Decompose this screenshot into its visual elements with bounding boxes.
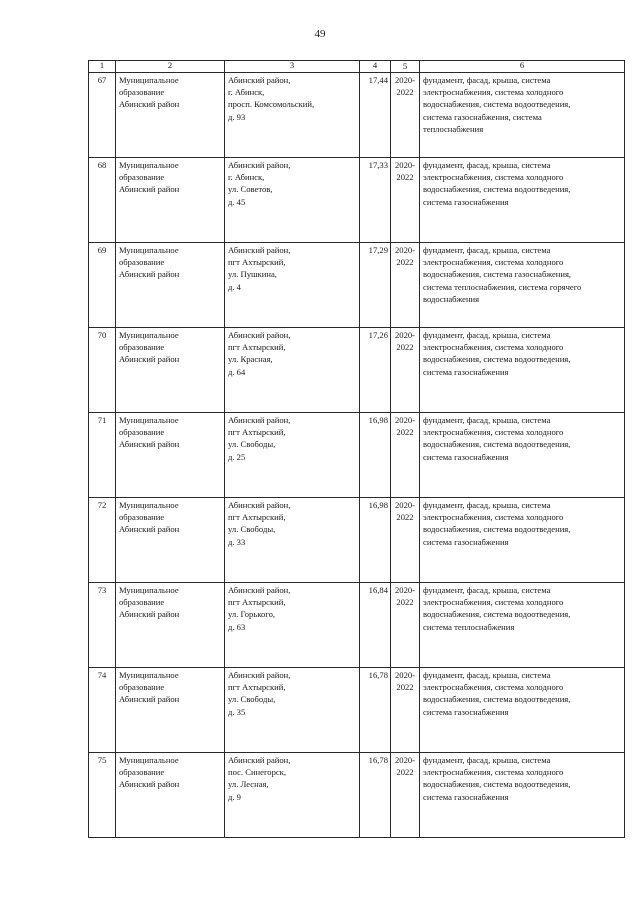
table-row: [89, 498, 625, 583]
area-cell: 17,29: [360, 243, 391, 328]
area-cell: 16,78: [360, 668, 391, 753]
address-line: ул. Горького,: [228, 609, 276, 620]
works-line: фундамент, фасад, крыша, система: [423, 670, 551, 680]
column-header: 3: [225, 61, 360, 73]
row-number-cell: 68: [89, 158, 116, 243]
table-row: [89, 243, 625, 328]
column-header: 6: [420, 61, 625, 73]
address-cell: [225, 73, 360, 158]
municipality-cell: [116, 583, 225, 668]
address-line: пос. Синегорск,: [228, 767, 287, 778]
column-header: 1: [89, 61, 116, 73]
period-cell: [391, 328, 420, 413]
municipality-line: Муниципальное: [119, 415, 179, 425]
works-line: водоснабжения, система водоотведения,: [423, 354, 571, 365]
table-row: [89, 668, 625, 753]
row-number-cell: 67: [89, 73, 116, 158]
period-line: 2020-: [394, 75, 416, 85]
address-line: ул. Свободы,: [228, 524, 276, 535]
municipality-cell: [116, 413, 225, 498]
address-cell: [225, 243, 360, 328]
works-line: теплоснабжения: [423, 123, 484, 134]
period-cell: [391, 243, 420, 328]
page-number: 49: [314, 28, 326, 40]
period-line: 2022: [396, 427, 414, 438]
period-line: 2022: [396, 172, 414, 183]
period-cell: [391, 668, 420, 753]
address-line: пгт Ахтырский,: [228, 427, 286, 438]
municipality-line: Муниципальное: [119, 755, 179, 765]
period-line: 2022: [396, 87, 414, 98]
address-line: д. 25: [228, 451, 246, 462]
works-cell: [420, 668, 625, 753]
works-line: фундамент, фасад, крыша, система: [423, 585, 551, 595]
period-line: 2020-: [394, 245, 416, 255]
works-line: система теплоснабжения: [423, 621, 515, 632]
address-line: г. Абинск,: [228, 87, 265, 98]
municipality-line: образование: [119, 512, 165, 523]
address-cell: [225, 498, 360, 583]
address-line: Абинский район,: [228, 330, 291, 340]
works-line: электроснабжения, система холодного: [423, 172, 564, 183]
municipality-line: Муниципальное: [119, 670, 179, 680]
table-row: [89, 158, 625, 243]
address-line: д. 45: [228, 196, 246, 207]
period-line: 2022: [396, 597, 414, 608]
address-line: д. 4: [228, 281, 241, 292]
works-line: система газоснабжения, система: [423, 111, 542, 122]
column-number-row: [89, 61, 625, 73]
municipality-cell: [116, 243, 225, 328]
address-line: пгт Ахтырский,: [228, 597, 286, 608]
address-line: пгт Ахтырский,: [228, 342, 286, 353]
works-cell: [420, 498, 625, 583]
works-line: водоснабжения, система водоотведения,: [423, 439, 571, 450]
period-cell: [391, 753, 420, 838]
works-cell: [420, 753, 625, 838]
works-line: электроснабжения, система холодного: [423, 767, 564, 778]
period-line: 2020-: [394, 755, 416, 765]
period-line: 2020-: [394, 330, 416, 340]
address-line: г. Абинск,: [228, 172, 265, 183]
works-line: система газоснабжения: [423, 196, 509, 207]
area-cell: 17,26: [360, 328, 391, 413]
works-line: фундамент, фасад, крыша, система: [423, 415, 551, 425]
table-row: [89, 413, 625, 498]
works-line: система газоснабжения: [423, 791, 509, 802]
works-line: система газоснабжения: [423, 366, 509, 377]
municipality-line: Муниципальное: [119, 75, 179, 85]
works-line: электроснабжения, система холодного: [423, 87, 564, 98]
address-line: д. 33: [228, 536, 246, 547]
municipality-line: Муниципальное: [119, 245, 179, 255]
area-cell: 17,33: [360, 158, 391, 243]
address-line: пгт Ахтырский,: [228, 512, 286, 523]
address-cell: [225, 158, 360, 243]
row-number-cell: 75: [89, 753, 116, 838]
works-cell: [420, 583, 625, 668]
municipality-line: Абинский район: [119, 99, 180, 110]
column-header: 2: [116, 61, 225, 73]
row-number-cell: 72: [89, 498, 116, 583]
works-line: водоснабжения, система водоотведения,: [423, 779, 571, 790]
municipality-line: Муниципальное: [119, 585, 179, 595]
period-line: 2020-: [394, 415, 416, 425]
municipality-line: образование: [119, 257, 165, 268]
address-line: ул. Красная,: [228, 354, 273, 365]
period-line: 2022: [396, 512, 414, 523]
row-number-cell: 70: [89, 328, 116, 413]
period-cell: [391, 498, 420, 583]
works-cell: [420, 73, 625, 158]
area-cell: 16,98: [360, 498, 391, 583]
row-number-cell: 69: [89, 243, 116, 328]
period-cell: [391, 158, 420, 243]
table-body: [89, 73, 625, 838]
address-line: пгт Ахтырский,: [228, 682, 286, 693]
works-line: электроснабжения, система холодного: [423, 512, 564, 523]
period-line: 2020-: [394, 160, 416, 170]
municipality-line: образование: [119, 597, 165, 608]
address-line: ул. Лесная,: [228, 779, 269, 790]
works-line: фундамент, фасад, крыша, система: [423, 755, 551, 765]
address-cell: [225, 668, 360, 753]
works-cell: [420, 243, 625, 328]
municipality-line: образование: [119, 87, 165, 98]
address-line: ул. Пушкина,: [228, 269, 277, 280]
municipality-line: Муниципальное: [119, 160, 179, 170]
address-line: Абинский район,: [228, 670, 291, 680]
municipality-line: Абинский район: [119, 184, 180, 195]
address-line: ул. Свободы,: [228, 694, 276, 705]
period-line: 2020-: [394, 670, 416, 680]
works-cell: [420, 158, 625, 243]
row-number-cell: 74: [89, 668, 116, 753]
works-line: водоснабжения, система водоотведения,: [423, 694, 571, 705]
address-line: Абинский район,: [228, 500, 291, 510]
period-cell: [391, 413, 420, 498]
address-line: д. 9: [228, 791, 241, 802]
period-line: 2022: [396, 682, 414, 693]
row-number-cell: 73: [89, 583, 116, 668]
column-header: 5: [391, 61, 420, 73]
municipality-line: образование: [119, 682, 165, 693]
municipality-line: Абинский район: [119, 609, 180, 620]
works-line: фундамент, фасад, крыша, система: [423, 330, 551, 340]
address-cell: [225, 753, 360, 838]
address-line: Абинский район,: [228, 415, 291, 425]
municipality-line: Муниципальное: [119, 330, 179, 340]
works-line: электроснабжения, система холодного: [423, 257, 564, 268]
municipality-line: Абинский район: [119, 269, 180, 280]
works-line: система газоснабжения: [423, 536, 509, 547]
municipality-line: образование: [119, 172, 165, 183]
municipality-cell: [116, 73, 225, 158]
municipality-cell: [116, 328, 225, 413]
works-line: водоснабжения: [423, 293, 480, 304]
works-line: электроснабжения, система холодного: [423, 427, 564, 438]
period-cell: [391, 583, 420, 668]
table-row: [89, 753, 625, 838]
works-line: электроснабжения, система холодного: [423, 597, 564, 608]
municipality-line: Абинский район: [119, 779, 180, 790]
works-cell: [420, 413, 625, 498]
period-line: 2022: [396, 767, 414, 778]
works-line: система газоснабжения: [423, 451, 509, 462]
municipality-line: образование: [119, 342, 165, 353]
municipality-line: Абинский район: [119, 354, 180, 365]
period-line: 2020-: [394, 500, 416, 510]
address-line: Абинский район,: [228, 75, 291, 85]
municipality-line: Абинский район: [119, 694, 180, 705]
buildings-table: [88, 60, 625, 838]
row-number-cell: 71: [89, 413, 116, 498]
address-line: Абинский район,: [228, 585, 291, 595]
works-line: система газоснабжения: [423, 706, 509, 717]
area-cell: 16,84: [360, 583, 391, 668]
municipality-line: Абинский район: [119, 439, 180, 450]
period-line: 2022: [396, 342, 414, 353]
works-line: фундамент, фасад, крыша, система: [423, 160, 551, 170]
period-line: 2020-: [394, 585, 416, 595]
works-line: фундамент, фасад, крыша, система: [423, 500, 551, 510]
works-line: водоснабжения, система водоотведения,: [423, 609, 571, 620]
column-header: 4: [360, 61, 391, 73]
works-line: водоснабжения, система водоотведения,: [423, 184, 571, 195]
works-line: фундамент, фасад, крыша, система: [423, 75, 551, 85]
area-cell: 17,44: [360, 73, 391, 158]
works-line: фундамент, фасад, крыша, система: [423, 245, 551, 255]
works-line: водоснабжения, система газоснабжения,: [423, 269, 572, 280]
municipality-cell: [116, 158, 225, 243]
address-cell: [225, 413, 360, 498]
address-line: д. 63: [228, 621, 246, 632]
address-line: Абинский район,: [228, 160, 291, 170]
address-line: д. 64: [228, 366, 246, 377]
address-line: ул. Советов,: [228, 184, 273, 195]
works-line: система теплоснабжения, система горячего: [423, 281, 582, 292]
address-line: д. 93: [228, 111, 246, 122]
address-line: Абинский район,: [228, 755, 291, 765]
works-line: электроснабжения, система холодного: [423, 342, 564, 353]
address-line: ул. Свободы,: [228, 439, 276, 450]
municipality-line: Абинский район: [119, 524, 180, 535]
table-row: [89, 583, 625, 668]
municipality-line: образование: [119, 427, 165, 438]
area-cell: 16,78: [360, 753, 391, 838]
address-line: пгт Ахтырский,: [228, 257, 286, 268]
address-line: просп. Комсомольский,: [228, 99, 315, 110]
period-cell: [391, 73, 420, 158]
table-row: [89, 73, 625, 158]
works-line: водоснабжения, система водоотведения,: [423, 99, 571, 110]
address-cell: [225, 583, 360, 668]
period-line: 2022: [396, 257, 414, 268]
address-cell: [225, 328, 360, 413]
municipality-cell: [116, 668, 225, 753]
address-line: д. 35: [228, 706, 246, 717]
municipality-cell: [116, 753, 225, 838]
municipality-line: образование: [119, 767, 165, 778]
municipality-line: Муниципальное: [119, 500, 179, 510]
works-line: электроснабжения, система холодного: [423, 682, 564, 693]
area-cell: 16,98: [360, 413, 391, 498]
table-row: [89, 328, 625, 413]
works-cell: [420, 328, 625, 413]
works-line: водоснабжения, система водоотведения,: [423, 524, 571, 535]
municipality-cell: [116, 498, 225, 583]
address-line: Абинский район,: [228, 245, 291, 255]
